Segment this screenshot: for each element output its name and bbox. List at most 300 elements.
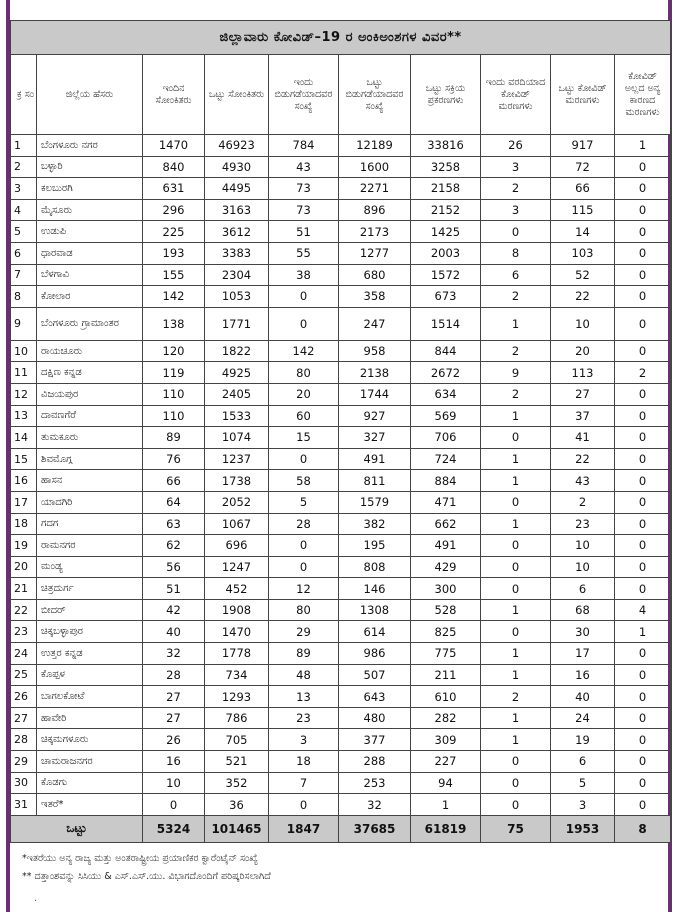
row-total-covid-deaths: 43 (551, 470, 615, 492)
row-today-covid-deaths: 2 (481, 178, 551, 200)
row-non-covid-deaths: 0 (615, 340, 671, 362)
row-district: ಇತರೆ* (37, 794, 143, 816)
row-non-covid-deaths: 0 (615, 578, 671, 600)
row-total-infected: 521 (205, 751, 269, 773)
row-total-active: 309 (411, 729, 481, 751)
row-total-infected: 1771 (205, 307, 269, 340)
row-non-covid-deaths: 0 (615, 156, 671, 178)
row-total-active: 300 (411, 578, 481, 600)
row-today-infected: 16 (143, 751, 205, 773)
row-total-active: 33816 (411, 135, 481, 157)
row-total-covid-deaths: 3 (551, 794, 615, 816)
row-today-discharged: 784 (269, 135, 339, 157)
row-today-covid-deaths: 0 (481, 751, 551, 773)
row-total-discharged: 1744 (339, 383, 411, 405)
table-row (11, 729, 671, 751)
row-total-active: 884 (411, 470, 481, 492)
row-non-covid-deaths: 0 (615, 772, 671, 794)
row-today-discharged: 73 (269, 199, 339, 221)
row-total-infected: 1293 (205, 686, 269, 708)
row-today-covid-deaths: 1 (481, 470, 551, 492)
table-row (11, 491, 671, 513)
total-label: ಒಟ್ಟು (11, 815, 143, 842)
row-total-active: 491 (411, 535, 481, 557)
row-total-covid-deaths: 10 (551, 307, 615, 340)
row-non-covid-deaths: 0 (615, 448, 671, 470)
row-today-discharged: 0 (269, 307, 339, 340)
row-total-infected: 352 (205, 772, 269, 794)
total-today-infected: 5324 (143, 815, 205, 842)
table-row (11, 448, 671, 470)
row-district: ದಕ್ಷಿಣ ಕನ್ನಡ (37, 362, 143, 384)
row-today-discharged: 7 (269, 772, 339, 794)
row-total-covid-deaths: 14 (551, 221, 615, 243)
row-total-covid-deaths: 115 (551, 199, 615, 221)
row-total-active: 211 (411, 664, 481, 686)
row-today-discharged: 23 (269, 707, 339, 729)
table-row (11, 686, 671, 708)
row-total-infected: 1778 (205, 643, 269, 665)
row-today-infected: 631 (143, 178, 205, 200)
row-sl: 23 (11, 621, 37, 643)
row-district: ಚಿಕ್ಕಬಳ್ಳಾಪುರ (37, 621, 143, 643)
row-today-covid-deaths: 1 (481, 405, 551, 427)
district-covid-table (10, 20, 671, 843)
row-total-discharged: 2138 (339, 362, 411, 384)
row-total-covid-deaths: 113 (551, 362, 615, 384)
table-row (11, 513, 671, 535)
row-total-infected: 1738 (205, 470, 269, 492)
row-today-discharged: 58 (269, 470, 339, 492)
row-non-covid-deaths: 0 (615, 556, 671, 578)
row-total-discharged: 808 (339, 556, 411, 578)
table-row (11, 242, 671, 264)
row-total-active: 471 (411, 491, 481, 513)
row-today-covid-deaths: 9 (481, 362, 551, 384)
row-total-covid-deaths: 19 (551, 729, 615, 751)
row-today-discharged: 48 (269, 664, 339, 686)
row-sl: 20 (11, 556, 37, 578)
row-total-active: 2158 (411, 178, 481, 200)
row-today-covid-deaths: 0 (481, 621, 551, 643)
row-non-covid-deaths: 0 (615, 427, 671, 449)
row-district: ಬೀದರ್ (37, 599, 143, 621)
row-today-covid-deaths: 1 (481, 643, 551, 665)
row-district: ಮೈಸೂರು (37, 199, 143, 221)
table-row (11, 794, 671, 816)
row-today-covid-deaths: 2 (481, 686, 551, 708)
row-non-covid-deaths: 0 (615, 405, 671, 427)
total-today-covid-deaths: 75 (481, 815, 551, 842)
row-today-infected: 64 (143, 491, 205, 513)
table-row (11, 383, 671, 405)
row-total-active: 775 (411, 643, 481, 665)
row-district: ರಾಮನಗರ (37, 535, 143, 557)
row-today-discharged: 13 (269, 686, 339, 708)
row-sl: 16 (11, 470, 37, 492)
row-today-discharged: 51 (269, 221, 339, 243)
row-today-infected: 10 (143, 772, 205, 794)
row-total-discharged: 2271 (339, 178, 411, 200)
row-non-covid-deaths: 0 (615, 242, 671, 264)
row-total-infected: 705 (205, 729, 269, 751)
row-sl: 2 (11, 156, 37, 178)
row-today-infected: 138 (143, 307, 205, 340)
row-non-covid-deaths: 0 (615, 470, 671, 492)
row-district: ಬೆಂಗಳೂರು ನಗರ (37, 135, 143, 157)
row-sl: 25 (11, 664, 37, 686)
row-total-active: 2672 (411, 362, 481, 384)
row-total-active: 2152 (411, 199, 481, 221)
row-today-covid-deaths: 8 (481, 242, 551, 264)
row-non-covid-deaths: 0 (615, 199, 671, 221)
row-total-active: 3258 (411, 156, 481, 178)
table-body (11, 135, 671, 816)
row-today-infected: 63 (143, 513, 205, 535)
stray-mark: · (34, 896, 38, 907)
row-district: ಬಾಗಲಕೋಟೆ (37, 686, 143, 708)
row-today-covid-deaths: 2 (481, 340, 551, 362)
row-total-discharged: 507 (339, 664, 411, 686)
row-total-covid-deaths: 27 (551, 383, 615, 405)
row-total-infected: 4495 (205, 178, 269, 200)
row-today-covid-deaths: 3 (481, 156, 551, 178)
row-total-covid-deaths: 6 (551, 578, 615, 600)
table-row (11, 556, 671, 578)
row-sl: 18 (11, 513, 37, 535)
row-total-discharged: 614 (339, 621, 411, 643)
table-title: ಜಿಲ್ಲಾವಾರು ಕೋವಿಡ್–19 ರ ಅಂಕಿಅಂಶಗಳ ವಿವರ** (11, 21, 671, 55)
row-total-active: 2003 (411, 242, 481, 264)
row-district: ತುಮಕೂರು (37, 427, 143, 449)
row-non-covid-deaths: 1 (615, 621, 671, 643)
row-total-covid-deaths: 6 (551, 751, 615, 773)
row-sl: 24 (11, 643, 37, 665)
row-total-discharged: 253 (339, 772, 411, 794)
row-non-covid-deaths: 0 (615, 383, 671, 405)
footnote-data-revision: ** ದತ್ತಾಂಶವನ್ನು ಸಿಸಿಯು & ಎಸ್.ಎಸ್.ಯು. ವಿಭಾಗದೊಂದಿಗೆ ಪರಿಷ್ಕರಿಸಲಾಗಿದೆ (22, 871, 271, 882)
row-sl: 28 (11, 729, 37, 751)
table-row (11, 405, 671, 427)
row-total-covid-deaths: 5 (551, 772, 615, 794)
row-district: ದಾವಣಗೆರೆ (37, 405, 143, 427)
row-district: ಹಾವೇರಿ (37, 707, 143, 729)
row-total-infected: 46923 (205, 135, 269, 157)
row-today-infected: 110 (143, 383, 205, 405)
row-total-covid-deaths: 10 (551, 556, 615, 578)
row-sl: 27 (11, 707, 37, 729)
row-total-active: 1572 (411, 264, 481, 286)
row-today-infected: 0 (143, 794, 205, 816)
row-total-discharged: 288 (339, 751, 411, 773)
table-row (11, 286, 671, 308)
row-today-infected: 40 (143, 621, 205, 643)
row-total-discharged: 986 (339, 643, 411, 665)
row-today-infected: 62 (143, 535, 205, 557)
footnotes (22, 850, 271, 886)
table-row (11, 599, 671, 621)
row-total-active: 429 (411, 556, 481, 578)
row-today-covid-deaths: 2 (481, 383, 551, 405)
row-today-covid-deaths: 1 (481, 307, 551, 340)
row-sl: 12 (11, 383, 37, 405)
row-non-covid-deaths: 0 (615, 707, 671, 729)
row-total-infected: 1074 (205, 427, 269, 449)
row-non-covid-deaths: 0 (615, 535, 671, 557)
footnote-others: *ಇತರೆಯು ಅನ್ಯ ರಾಜ್ಯ ಮತ್ತು ಅಂತರಾಷ್ಟ್ರೀಯ ಪ್ರಯಾಣಿಕರ ಕ್ವಾರೆಂಟೈನ್ ಸಂಖ್ಯೆ (22, 853, 258, 864)
row-today-discharged: 12 (269, 578, 339, 600)
row-today-infected: 119 (143, 362, 205, 384)
row-today-covid-deaths: 0 (481, 491, 551, 513)
row-total-discharged: 896 (339, 199, 411, 221)
row-today-discharged: 142 (269, 340, 339, 362)
table-row (11, 772, 671, 794)
row-total-infected: 1237 (205, 448, 269, 470)
row-non-covid-deaths: 0 (615, 686, 671, 708)
row-total-active: 1425 (411, 221, 481, 243)
row-district: ಉತ್ತರ ಕನ್ನಡ (37, 643, 143, 665)
row-today-covid-deaths: 1 (481, 664, 551, 686)
row-total-discharged: 146 (339, 578, 411, 600)
row-today-covid-deaths: 1 (481, 513, 551, 535)
row-district: ಚಿತ್ರದುರ್ಗ (37, 578, 143, 600)
row-today-discharged: 3 (269, 729, 339, 751)
row-total-infected: 4925 (205, 362, 269, 384)
row-total-active: 227 (411, 751, 481, 773)
table-row (11, 264, 671, 286)
table-row (11, 643, 671, 665)
row-total-infected: 452 (205, 578, 269, 600)
row-total-infected: 1908 (205, 599, 269, 621)
header-total-discharged: ಒಟ್ಟು ಬಿಡುಗಡೆಯಾದವರ ಸಂಖ್ಯೆ (339, 55, 411, 135)
row-total-infected: 1470 (205, 621, 269, 643)
total-active: 61819 (411, 815, 481, 842)
row-total-covid-deaths: 24 (551, 707, 615, 729)
row-total-covid-deaths: 41 (551, 427, 615, 449)
row-today-discharged: 0 (269, 286, 339, 308)
row-sl: 10 (11, 340, 37, 362)
row-today-discharged: 73 (269, 178, 339, 200)
row-total-active: 569 (411, 405, 481, 427)
row-non-covid-deaths: 0 (615, 178, 671, 200)
row-total-active: 724 (411, 448, 481, 470)
row-total-discharged: 811 (339, 470, 411, 492)
row-district: ಯಾದಗಿರಿ (37, 491, 143, 513)
row-today-infected: 225 (143, 221, 205, 243)
header-total-infected: ಒಟ್ಟು ಸೋಂಕಿತರು (205, 55, 269, 135)
row-today-infected: 155 (143, 264, 205, 286)
row-non-covid-deaths: 0 (615, 286, 671, 308)
row-today-infected: 32 (143, 643, 205, 665)
row-total-discharged: 680 (339, 264, 411, 286)
row-today-covid-deaths: 2 (481, 286, 551, 308)
total-covid-deaths: 1953 (551, 815, 615, 842)
header-district: ಜಿಲ್ಲೆಯ ಹೆಸರು (37, 55, 143, 135)
row-total-discharged: 1308 (339, 599, 411, 621)
total-non-covid-deaths: 8 (615, 815, 671, 842)
row-total-infected: 1053 (205, 286, 269, 308)
table-row (11, 751, 671, 773)
row-total-covid-deaths: 22 (551, 286, 615, 308)
total-total-discharged: 37685 (339, 815, 411, 842)
row-today-discharged: 0 (269, 448, 339, 470)
header-today-infected: ಇಂದಿನ ಸೋಂಕಿತರು (143, 55, 205, 135)
row-today-covid-deaths: 26 (481, 135, 551, 157)
row-non-covid-deaths: 0 (615, 491, 671, 513)
row-total-infected: 2304 (205, 264, 269, 286)
row-today-discharged: 5 (269, 491, 339, 513)
row-total-covid-deaths: 72 (551, 156, 615, 178)
row-total-infected: 734 (205, 664, 269, 686)
row-total-discharged: 1277 (339, 242, 411, 264)
row-today-infected: 296 (143, 199, 205, 221)
row-sl: 4 (11, 199, 37, 221)
row-today-infected: 193 (143, 242, 205, 264)
covid-stats-sheet (10, 20, 670, 843)
row-non-covid-deaths: 0 (615, 513, 671, 535)
row-sl: 6 (11, 242, 37, 264)
row-total-covid-deaths: 30 (551, 621, 615, 643)
row-sl: 22 (11, 599, 37, 621)
row-today-covid-deaths: 1 (481, 707, 551, 729)
row-today-discharged: 60 (269, 405, 339, 427)
row-total-active: 706 (411, 427, 481, 449)
row-district: ಕೊಡಗು (37, 772, 143, 794)
row-today-covid-deaths: 0 (481, 578, 551, 600)
row-total-discharged: 2173 (339, 221, 411, 243)
row-today-discharged: 89 (269, 643, 339, 665)
row-total-discharged: 958 (339, 340, 411, 362)
row-total-active: 673 (411, 286, 481, 308)
row-today-discharged: 43 (269, 156, 339, 178)
row-total-discharged: 1600 (339, 156, 411, 178)
row-total-discharged: 643 (339, 686, 411, 708)
row-non-covid-deaths: 2 (615, 362, 671, 384)
row-today-covid-deaths: 1 (481, 599, 551, 621)
row-today-infected: 840 (143, 156, 205, 178)
row-district: ಹಾಸನ (37, 470, 143, 492)
row-today-covid-deaths: 1 (481, 729, 551, 751)
row-sl: 17 (11, 491, 37, 513)
table-row (11, 427, 671, 449)
row-total-infected: 36 (205, 794, 269, 816)
table-row (11, 156, 671, 178)
row-non-covid-deaths: 1 (615, 135, 671, 157)
row-sl: 13 (11, 405, 37, 427)
row-total-covid-deaths: 23 (551, 513, 615, 535)
table-row (11, 621, 671, 643)
row-total-discharged: 382 (339, 513, 411, 535)
row-non-covid-deaths: 0 (615, 264, 671, 286)
table-row (11, 135, 671, 157)
row-total-covid-deaths: 37 (551, 405, 615, 427)
row-district: ಮಂಡ್ಯ (37, 556, 143, 578)
row-today-covid-deaths: 0 (481, 535, 551, 557)
row-district: ಚಾಮರಾಜನಗರ (37, 751, 143, 773)
row-district: ಬಳ್ಳಾರಿ (37, 156, 143, 178)
row-today-discharged: 0 (269, 556, 339, 578)
table-row (11, 707, 671, 729)
row-total-covid-deaths: 917 (551, 135, 615, 157)
row-today-covid-deaths: 0 (481, 427, 551, 449)
row-total-covid-deaths: 66 (551, 178, 615, 200)
table-row (11, 221, 671, 243)
header-total-active: ಒಟ್ಟು ಸಕ್ರಿಯ ಪ್ರಕರಣಗಳು (411, 55, 481, 135)
table-row (11, 307, 671, 340)
row-total-discharged: 927 (339, 405, 411, 427)
row-total-discharged: 1579 (339, 491, 411, 513)
row-today-covid-deaths: 1 (481, 448, 551, 470)
row-sl: 31 (11, 794, 37, 816)
row-total-covid-deaths: 22 (551, 448, 615, 470)
row-sl: 8 (11, 286, 37, 308)
row-total-covid-deaths: 68 (551, 599, 615, 621)
row-today-covid-deaths: 3 (481, 199, 551, 221)
row-district: ವಿಜಯಪುರ (37, 383, 143, 405)
row-today-infected: 76 (143, 448, 205, 470)
row-total-active: 1 (411, 794, 481, 816)
row-total-infected: 1533 (205, 405, 269, 427)
header-today-discharged: ಇಂದು ಬಿಡುಗಡೆಯಾದವರ ಸಂಖ್ಯೆ (269, 55, 339, 135)
row-total-active: 528 (411, 599, 481, 621)
table-row (11, 664, 671, 686)
row-non-covid-deaths: 0 (615, 729, 671, 751)
row-sl: 19 (11, 535, 37, 557)
row-non-covid-deaths: 0 (615, 751, 671, 773)
row-total-infected: 3163 (205, 199, 269, 221)
row-total-active: 610 (411, 686, 481, 708)
row-today-discharged: 80 (269, 362, 339, 384)
row-today-discharged: 29 (269, 621, 339, 643)
row-today-discharged: 18 (269, 751, 339, 773)
row-today-infected: 56 (143, 556, 205, 578)
row-today-covid-deaths: 0 (481, 221, 551, 243)
row-today-discharged: 80 (269, 599, 339, 621)
row-total-infected: 1067 (205, 513, 269, 535)
row-today-infected: 89 (143, 427, 205, 449)
table-row (11, 535, 671, 557)
row-sl: 11 (11, 362, 37, 384)
table-row (11, 199, 671, 221)
table-row (11, 178, 671, 200)
row-sl: 9 (11, 307, 37, 340)
row-total-discharged: 358 (339, 286, 411, 308)
row-total-covid-deaths: 20 (551, 340, 615, 362)
row-today-infected: 28 (143, 664, 205, 686)
row-total-active: 662 (411, 513, 481, 535)
row-district: ಬೆಂಗಳೂರು ಗ್ರಾಮಾಂತರ (37, 307, 143, 340)
row-today-covid-deaths: 6 (481, 264, 551, 286)
row-district: ಕಲಬುರಗಿ (37, 178, 143, 200)
total-row (11, 815, 671, 842)
row-total-covid-deaths: 40 (551, 686, 615, 708)
row-total-active: 825 (411, 621, 481, 643)
row-total-infected: 1247 (205, 556, 269, 578)
row-today-infected: 42 (143, 599, 205, 621)
row-non-covid-deaths: 4 (615, 599, 671, 621)
row-today-discharged: 0 (269, 535, 339, 557)
row-total-discharged: 327 (339, 427, 411, 449)
row-district: ಕೋಲಾರ (37, 286, 143, 308)
row-today-covid-deaths: 0 (481, 772, 551, 794)
row-total-covid-deaths: 17 (551, 643, 615, 665)
header-non-covid-deaths: ಕೋವಿಡ್ ಅಲ್ಲದ ಅನ್ಯ ಕಾರಣದ ಮರಣಗಳು (615, 55, 671, 135)
row-today-discharged: 0 (269, 794, 339, 816)
row-today-infected: 142 (143, 286, 205, 308)
row-non-covid-deaths: 0 (615, 643, 671, 665)
row-sl: 7 (11, 264, 37, 286)
row-sl: 30 (11, 772, 37, 794)
